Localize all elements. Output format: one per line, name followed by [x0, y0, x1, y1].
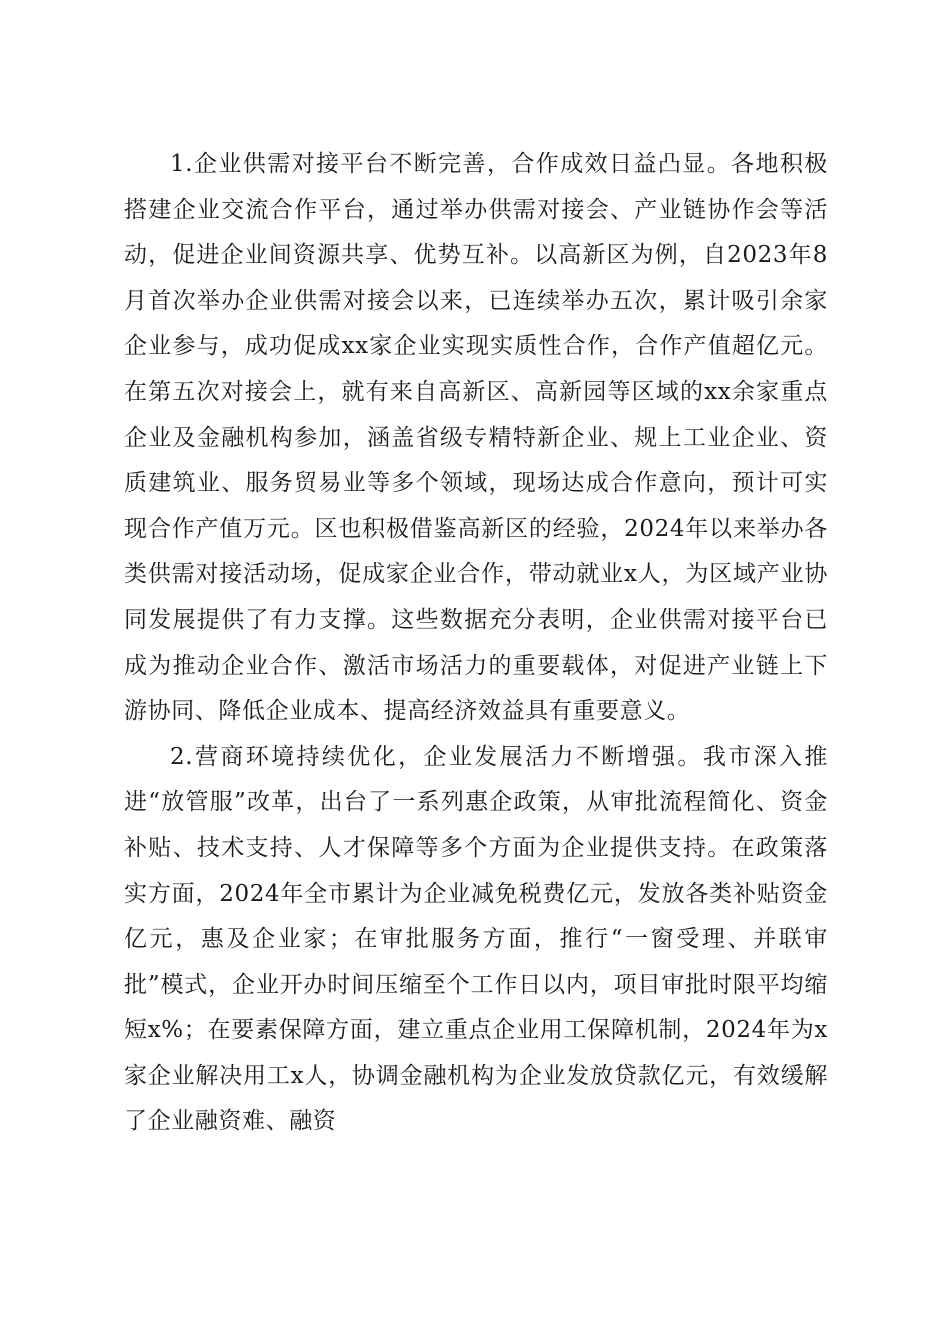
paragraph-2: 2.营商环境持续优化，企业发展活力不断增强。我市深入推进“放管服”改革，出台了一系列惠企政策，从审批流程简化、资金补贴、技术支持、人才保障等多个方面为企业提供支持。在政策落实方面，2024年全市累计为企业减免税费亿元，发放各类补贴资金亿元，惠及企业家；在审批服务方面，推行“一窗受理、并联审批”模式，企业开办时间压缩至个工作日以内，项目审批时限平均缩短x%；在要素保障方面，建立重点企业用工保障机制，2024年为x家企业解决用工x人，协调金融机构为企业发放贷款亿元，有效缓解了企业融资难、融资 [124, 743, 828, 1135]
paragraph-1: 1.企业供需对接平台不断完善，合作成效日益凸显。各地积极搭建企业交流合作平台，通过举办供需对接会、产业链协作会等活动，促进企业间资源共享、优势互补。以高新区为例，自2023年8月首次举办企业供需对接会以来，已连续举办五次，累计吸引余家企业参与，成功促成xx家企业实现实质性合作，合作产值超亿元。在第五次对接会上，就有来自高新区、高新园等区域的xx余家重点企业及金融机构参加，涵盖省级专精特新企业、规上工业企业、资质建筑业、服务贸易业等多个领域，现场达成合作意向，预计可实现合作产值万元。区也积极借鉴高新区的经验，2024年以来举办各类供需对接活动场，促成家企业合作，带动就业x人，为区域产业协同发展提供了有力支撑。这些数据充分表明，企业供需对接平台已成为推动企业合作、激活市场活力的重要载体，对促进产业链上下游协同、降低企业成本、提高经济效益具有重要意义。 [124, 151, 828, 725]
document-body [124, 142, 828, 1145]
